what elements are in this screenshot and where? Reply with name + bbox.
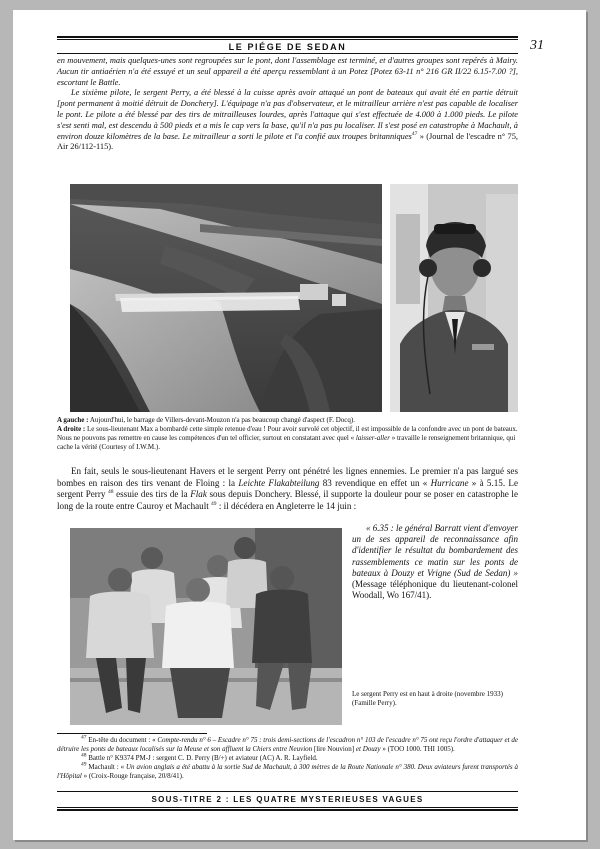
quote-paragraph [352, 523, 518, 601]
footer-rule-top [57, 791, 518, 792]
header-rule-top-thin [57, 39, 518, 40]
para3-f: : il décédera en Angleterre le 14 juin : [216, 500, 357, 511]
para3-flak: Leichte Flakabteilung [238, 477, 320, 488]
footnote-49-tail: » (Croix-Rouge française, 20/8/41). [81, 772, 184, 780]
caption-left [57, 416, 518, 425]
footnote-ref-47: 47 [411, 130, 418, 137]
para3-a: En fait, seuls le sous-lieutenant Havers et le sergent Perry ont pénétré les lignes ennemies. Le premier n'a pas largué ses bombes en raison des tirs venant de Floing : la [57, 466, 518, 488]
body-text-top [57, 56, 518, 153]
footnote-49-lead: Machault : « [86, 763, 126, 771]
para3-b: 83 revendique en effet un « [319, 477, 431, 488]
footnote-47-tail: » (TOO 1000. THI 1005). [380, 745, 455, 753]
para3-flak2: Flak [190, 489, 207, 499]
footnote-ref-48: 48 [108, 488, 114, 495]
aerial-dam-image [70, 184, 382, 412]
header-rule-top [57, 36, 518, 38]
caption-right-text: Le sous-lieutenant Max a bombardé cette simple retenue d'eau ! Pour avoir survolé cet objectif, il est impossible de la confondre avec un pont de bateaux. Nous ne pouvons pas remettre en cause les compétences d'un tel officier, surtout en constatant avec quel « [57, 425, 518, 442]
pilot-portrait-photo [390, 184, 518, 412]
paragraph-perry-text: Le sixième pilote, le sergent Perry, a été blessé à la cuisse après avoir attaqué un pont de bateaux qui avait été en partie détruit [pont permanent à moitié détruit de Donchery]. L'équipage n'a pas d'observateur, et le mitrailleur arrière n'est pas capable de localiser le pont. Le pilote a été blessé par des tirs de mitrailleuses lourdes, après l'attaque qui s'est effectuée de 4.000 à 1.000 pieds. Le pilote s'est senti mal, est descendu à 500 pieds et a mis le cap vers la base, qu'il n'a pas pu localiser. Il s'est posé en catastrophe à Machault, à environ douze kilomètres de la base. Le mitrailleur a sorti le pilote et l'a confié aux troupes britanniques [57, 88, 518, 141]
footnote-47-italic: Compte-rendu n° 6 – Escadre n° 75 : trois demi-sections de l'escadron n° 103 de l'escadre n° 75 ont reçu l'ordre d'attaquer et de détruire les ponts de bateaux localisés sur la Meuse et son affluent la Chiers entre Neuvion [57, 736, 518, 753]
paragraph-perry-source: » (Journal de l'escadre n° 75, Air 26/112-115). [57, 131, 518, 152]
footnote-48-num: 48 [81, 752, 87, 759]
group-photo-image [70, 528, 342, 725]
footnote-47-num: 47 [81, 734, 87, 741]
footnote-47 [57, 736, 518, 754]
quote-text: « 6.35 : le général Barratt vient d'envoyer un de ses appareil de reconnaissance afin d'identifier le résultat du bombardement des rassemblements ce matin sur les ponts de bateaux à Douzy et Vrigne (Sud de Sedan) » [352, 523, 518, 578]
running-title: LE PIÉGE DE SEDAN [228, 42, 347, 52]
page-number: 31 [530, 38, 544, 53]
footnote-49-num: 49 [81, 761, 87, 768]
running-footer: SOUS-TITRE 2 : LES QUATRE MYSTERIEUSES VAGUES [151, 795, 424, 804]
para3-hurricane: Hurricane [430, 477, 469, 488]
caption-right [57, 425, 518, 452]
caption-right-italic: laisser-aller [355, 434, 390, 442]
photo-captions [57, 416, 518, 452]
para3-c: » à 5.15. Le sergent Perry [57, 477, 518, 499]
paragraph-perry [57, 88, 518, 153]
footer-rule-bottom-thick [57, 809, 518, 811]
group-photo-caption: Le sergent Perry est en haut à droite (novembre 1933) (Famille Perry). [352, 690, 503, 707]
para3-d: essuie des tirs de la [113, 489, 191, 499]
footer-rule-bottom [57, 807, 518, 808]
footnotes [57, 736, 518, 781]
footnote-48-lead: Battle n° K9374 PM-J : sergent C. D. Perry (B/+) et aviateur (AC) A. R. Layfield. [86, 754, 318, 762]
caption-left-label: A gauche : [57, 416, 89, 424]
paragraph-havers [57, 466, 518, 512]
body-text-middle [57, 466, 518, 512]
group-photo [70, 528, 342, 725]
footnote-48 [57, 754, 518, 763]
footnote-ref-49: 49 [211, 500, 217, 507]
caption-right-label: A droite : [57, 425, 86, 433]
footnote-49-italic: Un avion anglais a été abattu à la sortie Sud de Machault, à 300 mètres de la Route Nationale n° 380. Deux aviateurs furent transportés à l'Hôpital [57, 763, 518, 780]
footnote-47-lead: En-tête du document : « [86, 736, 158, 744]
quote-attribution: (Message téléphonique du lieutenant-colonel Woodall, Wo 167/41). [352, 579, 518, 601]
footnote-49 [57, 763, 518, 781]
header-rule-bottom [57, 53, 518, 54]
footnote-47-mid: [lire Nouvion] [312, 745, 356, 753]
pilot-portrait-image [390, 184, 518, 412]
paragraph-continued: en mouvement, mais quelques-unes sont regroupées sur le pont, dont l'assemblage est terminé, et d'autres groupes sont repérés à Mairy. Aucun tir antiaérien n'a été essuyé et un seul appareil a été aperçu ressemblant à un Potez [Potez 63-11 n° 216 GR II/22 6.15-7.00 ?], escortant le Battle. [57, 56, 518, 87]
footnote-47-italic2: et Douzy [355, 745, 381, 753]
quote-block [352, 523, 518, 601]
para3-e: sous depuis Donchery. Blessé, il supporte la douleur pour se poser en catastrophe le long de la route entre Cauroy et Machault [57, 489, 518, 511]
footnote-rule [57, 733, 207, 734]
caption-right-text-end: » travaille le renseignement britannique, qui cache la vérité (Courtesy of I.W.M.). [57, 434, 516, 451]
aerial-dam-photo [70, 184, 382, 412]
caption-left-text: Aujourd'hui, le barrage de Villers-devant-Mouzon n'a pas beaucoup changé d'aspect (F. Docq). [88, 416, 355, 424]
